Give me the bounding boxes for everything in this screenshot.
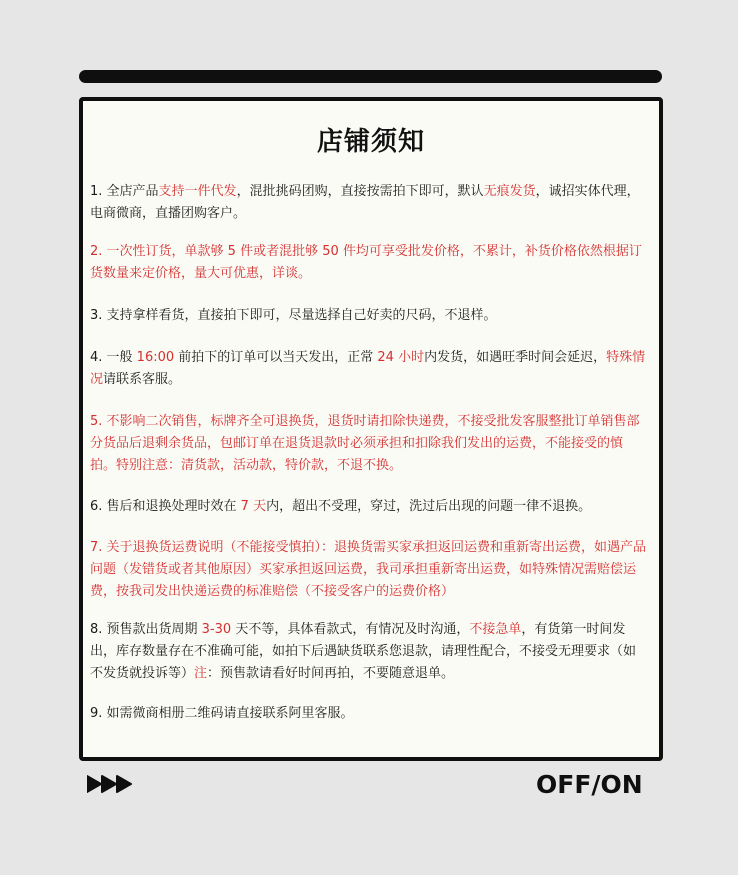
notice-highlight: 不接急单 bbox=[469, 622, 522, 637]
notice-text: 9. 如需微商相册二维码请直接联系阿里客服。 bbox=[90, 706, 354, 721]
notice-text: 5. 不影响二次销售，标牌齐全可退换货，退货时请扣除快递费，不接受批发客服整批订单销售部分货品后退剩余货品，包邮订单在退货退款时必须承担和扣除我们发出的运费，不能接受的慎拍。特别注意：清货款，活动款，特价款，不退不换。 bbox=[90, 414, 640, 473]
notice-text: 8. 预售款出货周期 bbox=[90, 622, 202, 637]
notice-highlight: 支持一件代发 bbox=[158, 184, 237, 199]
notice-card bbox=[79, 97, 663, 761]
notice-item-1 bbox=[90, 181, 648, 225]
brand-logo: OFF/ON bbox=[536, 770, 643, 799]
notice-item-7 bbox=[90, 537, 648, 603]
notice-item-6 bbox=[90, 496, 648, 518]
notice-highlight: 特殊情况 bbox=[90, 350, 646, 387]
notice-text: 6. 售后和退换处理时效在 bbox=[90, 499, 241, 514]
notice-item-8 bbox=[90, 619, 648, 685]
notice-item-2 bbox=[90, 241, 648, 285]
notice-text: ：预售款请看好时间再拍，不要随意退单。 bbox=[207, 666, 455, 681]
notice-text: 2. 一次性订货，单款够 5 件或者混批够 50 件均可享受批发价格，不累计，补货价格依然根据订货数量来定价格，量大可优惠，详谈。 bbox=[90, 244, 642, 281]
triple-play-arrows-icon bbox=[87, 775, 133, 793]
notice-text: ，混批挑码团购，直接按需拍下即可，默认 bbox=[236, 184, 484, 199]
notice-text: 7. 关于退换货运费说明（不能接受慎拍）：退换货需买家承担返回运费和重新寄出运费，如遇产品问题（发错货或者其他原因）买家承担返回运费，我司承担重新寄出运费，如特殊情况需赔偿运费，按我司发出快递运费的标准赔偿（不接受客户的运费价格） bbox=[90, 540, 647, 599]
notice-text: 内发货，如遇旺季时间会延迟， bbox=[424, 350, 607, 365]
top-bar bbox=[79, 70, 662, 83]
notice-highlight: 24 小时 bbox=[377, 350, 425, 365]
notice-highlight: 7 天 bbox=[240, 499, 267, 514]
notice-item-3 bbox=[90, 305, 648, 327]
notice-text: 内，超出不受理，穿过，洗过后出现的问题一律不退换。 bbox=[266, 499, 592, 514]
notice-text: ，诚招实体代理，电商微商，直播团购客户。 bbox=[90, 184, 640, 221]
notice-text: 天不等，具体看款式，有情况及时沟通， bbox=[231, 622, 470, 637]
notice-item-4 bbox=[90, 347, 648, 391]
notice-item-9 bbox=[90, 703, 648, 725]
notice-highlight: 注 bbox=[194, 666, 208, 681]
notice-text: 3. 支持拿样看货，直接拍下即可，尽量选择自己好卖的尺码，不退样。 bbox=[90, 308, 497, 323]
notice-highlight: 16:00 bbox=[136, 350, 175, 365]
page-title: 店铺须知 bbox=[316, 127, 425, 157]
notice-highlight: 无痕发货 bbox=[483, 184, 536, 199]
notice-text: 1. 全店产品 bbox=[90, 184, 159, 199]
notice-text: 前拍下的订单可以当天发出，正常 bbox=[174, 350, 378, 365]
notice-item-5 bbox=[90, 411, 648, 477]
notice-text: 4. 一般 bbox=[90, 350, 137, 365]
notice-highlight: 3-30 bbox=[201, 622, 232, 637]
notice-text: ，有货第一时间发出，库存数量存在不准确可能，如拍下后遇缺货联系您退款，请理性配合，不接受无理要求（如不发货就投诉等） bbox=[90, 622, 637, 681]
notice-text: 请联系客服。 bbox=[103, 372, 182, 387]
